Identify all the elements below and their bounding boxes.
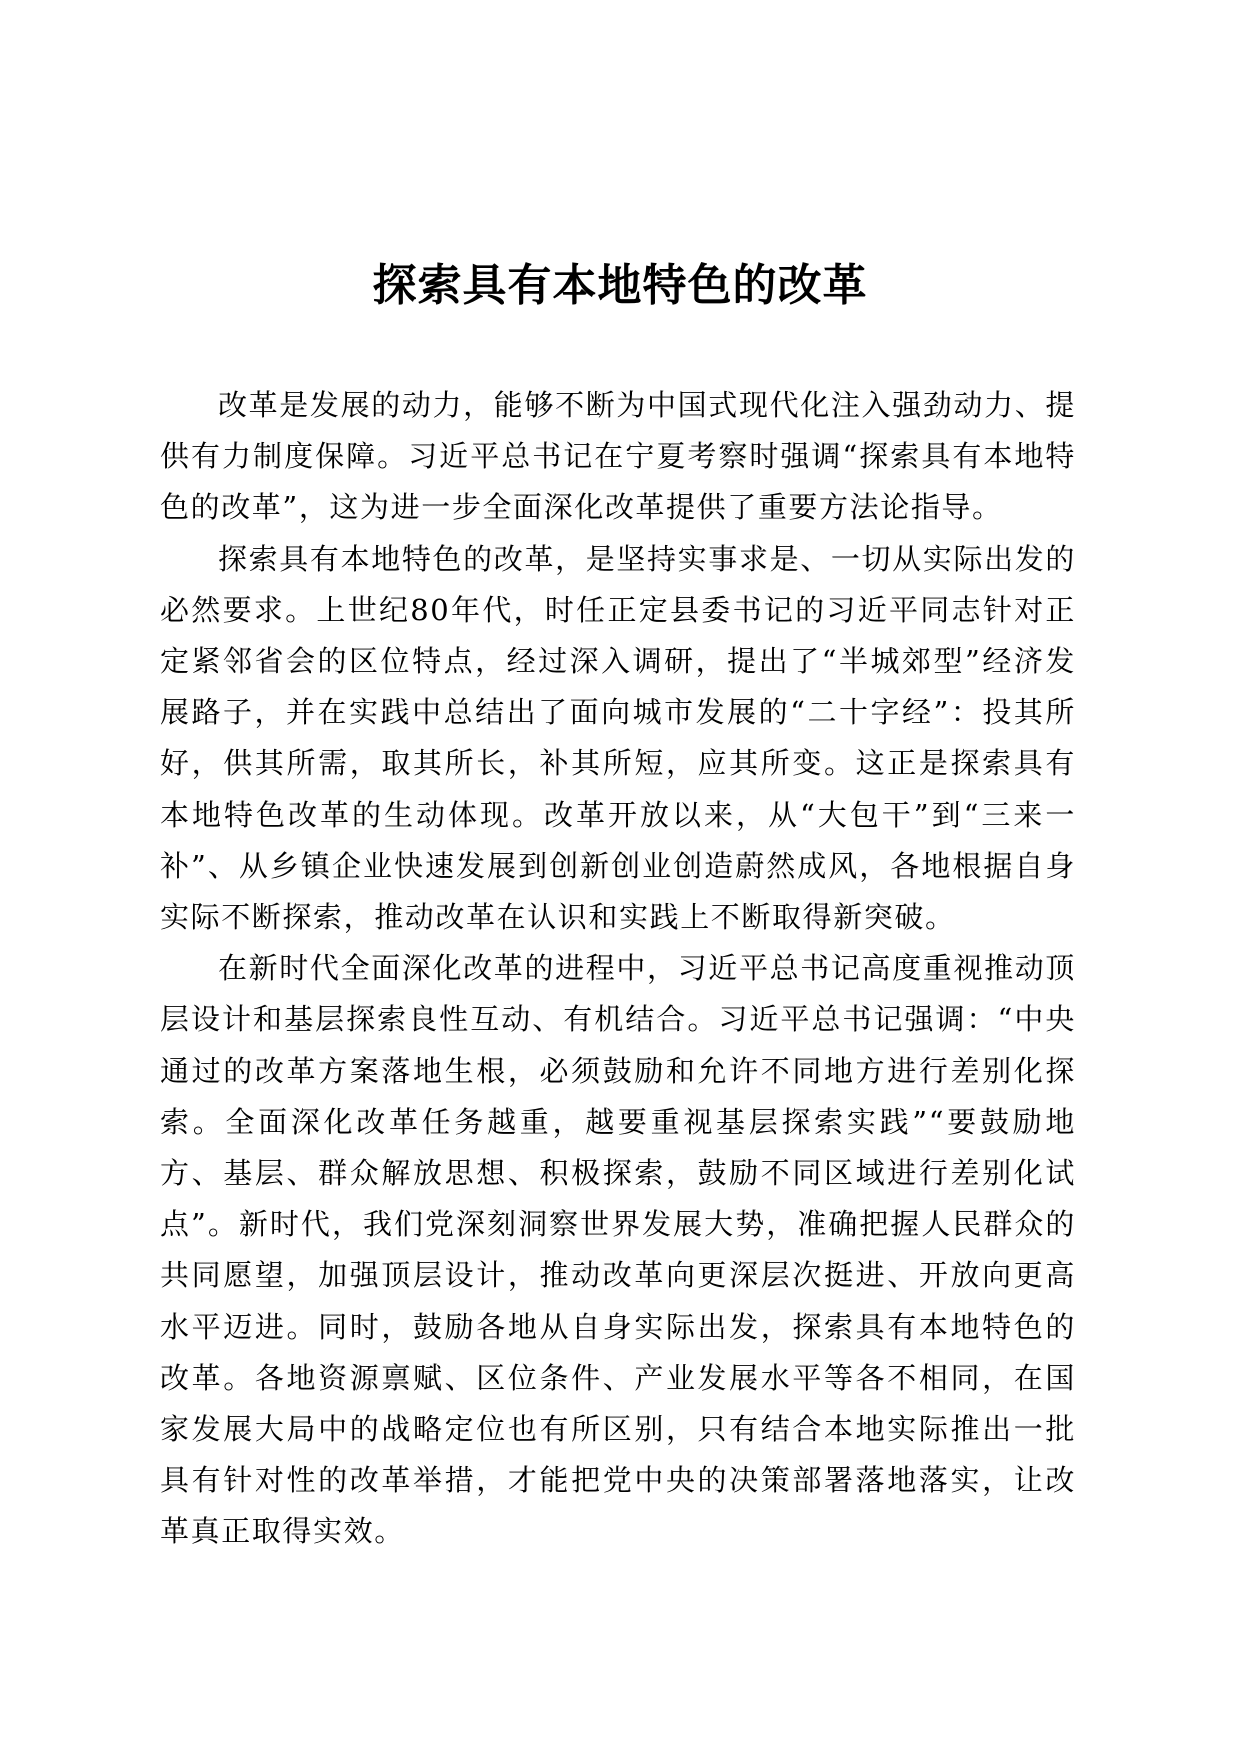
document-body <box>160 380 1076 1558</box>
paragraph-3: 在新时代全面深化改革的进程中，习近平总书记高度重视推动顶层设计和基层探索良性互动、有机结合。习近平总书记强调：“中央通过的改革方案落地生根，必须鼓励和允许不同地方进行差别化探索。全面深化改革任务越重，越要重视基层探索实践”“要鼓励地方、基层、群众解放思想、积极探索，鼓励不同区域进行差别化试点”。新时代，我们党深刻洞察世界发展大势，准确把握人民群众的共同愿望，加强顶层设计，推动改革向更深层次挺进、开放向更高水平迈进。同时，鼓励各地从自身实际出发，探索具有本地特色的改革。各地资源禀赋、区位条件、产业发展水平等各不相同，在国家发展大局中的战略定位也有所区别，只有结合本地实际推出一批具有针对性的改革举措，才能把党中央的决策部署落地落实，让改革真正取得实效。 <box>160 951 1076 1549</box>
paragraph-2: 探索具有本地特色的改革，是坚持实事求是、一切从实际出发的必然要求。上世纪80年代，时任正定县委书记的习近平同志针对正定紧邻省会的区位特点，经过深入调研，提出了“半城郊型”经济发展路子，并在实践中总结出了面向城市发展的“二十字经”：投其所好，供其所需，取其所长，补其所短，应其所变。这正是探索具有本地特色改革的生动体现。改革开放以来，从“大包干”到“三来一补”、从乡镇企业快速发展到创新创业创造蔚然成风，各地根据自身实际不断探索，推动改革在认识和实践上不断取得新突破。 <box>160 541 1076 935</box>
document-title: 探索具有本地特色的改革 <box>372 260 868 311</box>
paragraph-1: 改革是发展的动力，能够不断为中国式现代化注入强劲动力、提供有力制度保障。习近平总书记在宁夏考察时强调“探索具有本地特色的改革”，这为进一步全面深化改革提供了重要方法论指导。 <box>160 388 1076 525</box>
